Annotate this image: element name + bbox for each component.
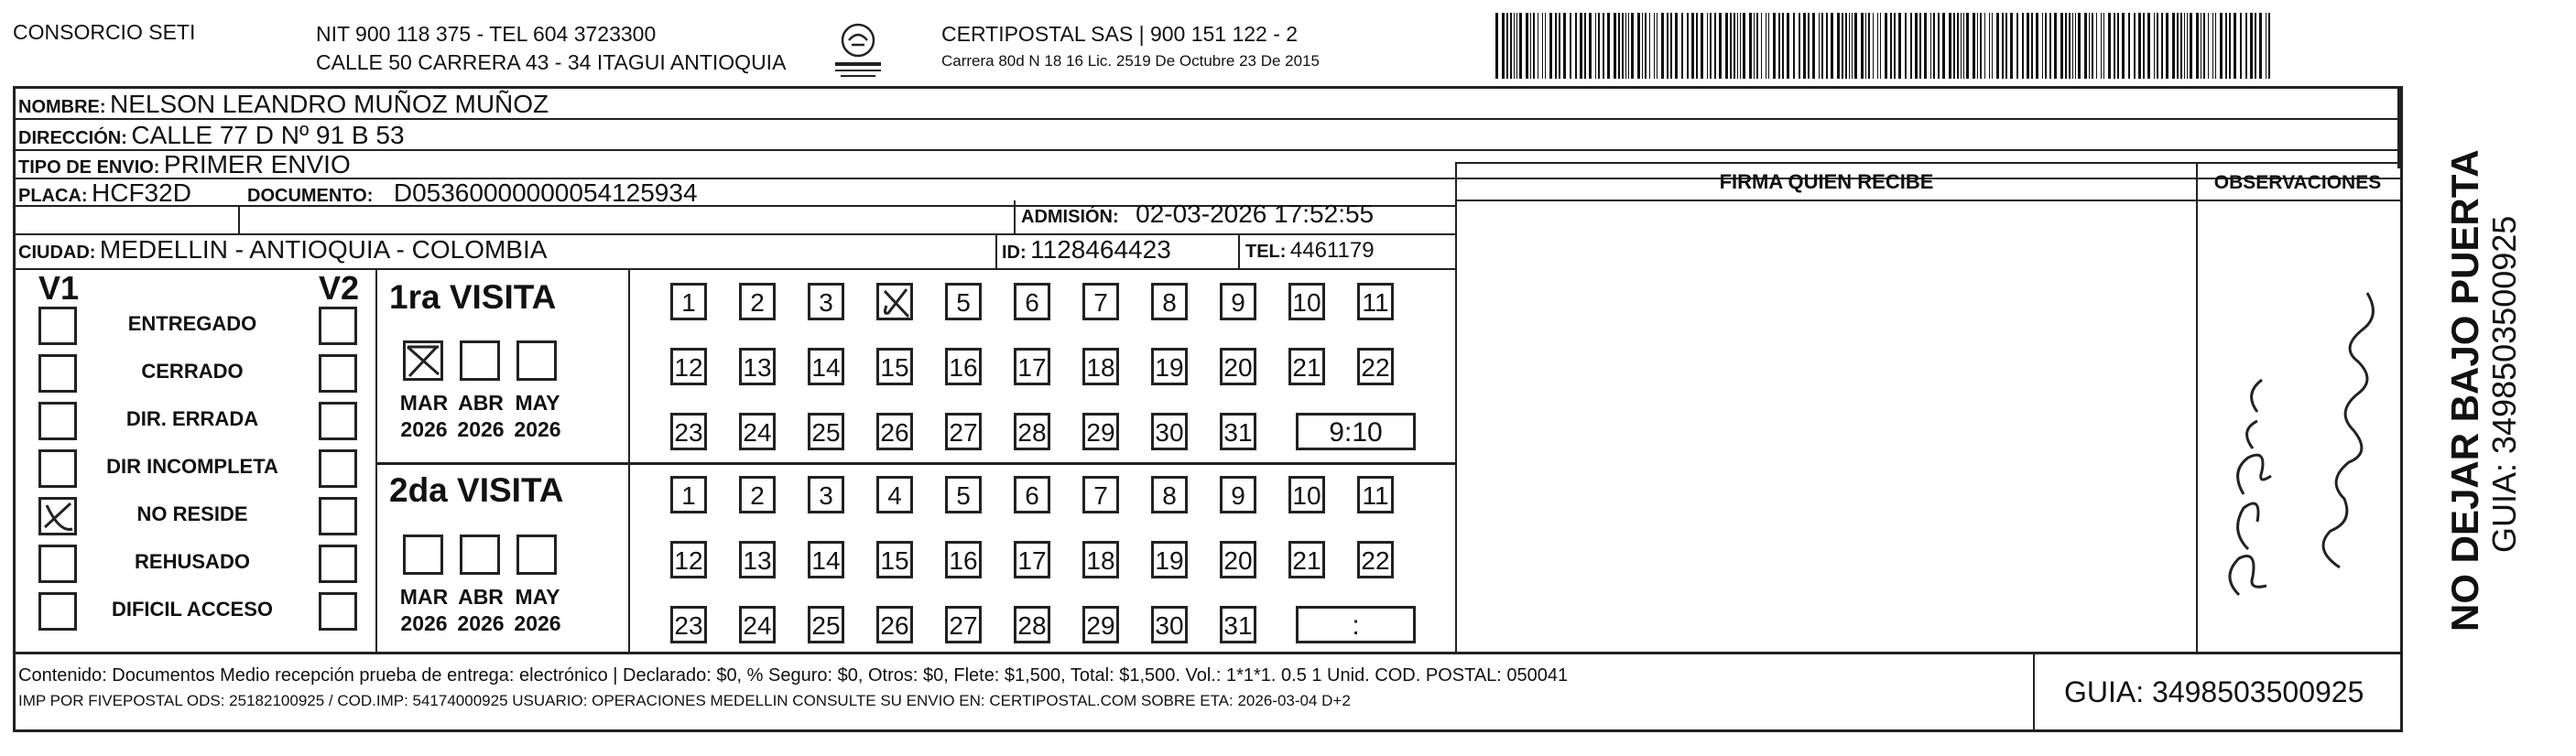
month-name: MAR bbox=[399, 585, 449, 609]
day-box[interactable]: 23 bbox=[670, 413, 707, 450]
day-box[interactable]: 29 bbox=[1082, 606, 1119, 643]
nombre-value: NELSON LEANDRO MUÑOZ MUÑOZ bbox=[110, 90, 549, 118]
day-box[interactable]: 4 bbox=[876, 476, 913, 513]
day-box[interactable]: 27 bbox=[945, 606, 982, 643]
month-year: 2026 bbox=[457, 417, 505, 441]
day-box[interactable]: 12 bbox=[670, 348, 707, 385]
guia-vertical: GUIA: 3498503500925 bbox=[2485, 215, 2523, 553]
v2-checkbox[interactable] bbox=[319, 497, 357, 535]
day-box[interactable]: 1 bbox=[670, 476, 707, 513]
documento-value: D05360000000054125934 bbox=[393, 178, 698, 207]
status-label: NO RESIDE bbox=[136, 502, 248, 525]
day-box[interactable]: 19 bbox=[1151, 541, 1188, 578]
month-checkbox[interactable] bbox=[516, 340, 557, 381]
day-box[interactable]: 9 bbox=[1220, 476, 1256, 513]
day-box[interactable]: 22 bbox=[1357, 348, 1394, 385]
admision-value: 02-03-2026 17:52:55 bbox=[1136, 200, 1375, 228]
day-box[interactable]: 13 bbox=[739, 348, 776, 385]
day-box[interactable]: 28 bbox=[1014, 413, 1050, 450]
tel-label: TEL: bbox=[1245, 242, 1287, 262]
day-box[interactable]: 8 bbox=[1151, 283, 1188, 320]
v2-checkbox[interactable] bbox=[319, 592, 357, 631]
month-checkbox[interactable] bbox=[460, 340, 500, 381]
v2-checkbox[interactable] bbox=[319, 307, 357, 345]
admision-label: ADMISIÓN: bbox=[1021, 207, 1119, 227]
guia-number: GUIA: 3498503500925 bbox=[2064, 675, 2364, 708]
observation-handwriting-icon bbox=[2202, 275, 2395, 622]
month-label bbox=[392, 390, 456, 443]
placa-label: PLACA: bbox=[18, 186, 88, 206]
day-box[interactable]: 18 bbox=[1082, 541, 1119, 578]
status-label: CERRADO bbox=[141, 360, 244, 383]
day-box[interactable]: 27 bbox=[945, 413, 982, 450]
tipo-row bbox=[18, 150, 351, 179]
day-box[interactable]: 22 bbox=[1357, 541, 1394, 578]
day-box[interactable]: 17 bbox=[1014, 541, 1050, 578]
signature-area[interactable] bbox=[1458, 203, 2194, 650]
no-dejar-warning: NO DEJAR BAJO PUERTA bbox=[2443, 149, 2486, 632]
certipostal-logo-icon bbox=[831, 20, 885, 81]
status-label: DIFICIL ACCESO bbox=[111, 598, 273, 621]
day-box[interactable]: 31 bbox=[1220, 413, 1256, 450]
status-label: DIR INCOMPLETA bbox=[106, 455, 278, 478]
day-box[interactable]: 3 bbox=[808, 476, 844, 513]
month-name: MAY bbox=[515, 391, 560, 415]
day-box[interactable]: 11 bbox=[1357, 283, 1394, 320]
month-label bbox=[505, 584, 570, 637]
ciudad-value: MEDELLIN - ANTIOQUIA - COLOMBIA bbox=[99, 235, 548, 264]
day-box[interactable]: 25 bbox=[808, 413, 844, 450]
content-details: Contenido: Documentos Medio recepción prueba de entrega: electrónico | Declarado: $0, % Seguro: $0, Otros: $0, Flete: $1,500, Total: $1,500. Vol.: 1*1*1. 0.5 1 Unid. COD. POSTAL: 050041 bbox=[18, 665, 1569, 686]
month-year: 2026 bbox=[400, 417, 448, 441]
company-contact bbox=[316, 20, 786, 77]
day-box[interactable]: 2 bbox=[739, 283, 776, 320]
day-box[interactable]: 14 bbox=[808, 541, 844, 578]
month-checkbox[interactable] bbox=[403, 535, 443, 575]
documento-label: DOCUMENTO: bbox=[247, 186, 374, 206]
month-label bbox=[449, 584, 513, 637]
nombre-label: NOMBRE: bbox=[18, 97, 106, 117]
status-label: REHUSADO bbox=[135, 550, 250, 573]
day-box[interactable]: 16 bbox=[945, 348, 982, 385]
day-box[interactable]: 7 bbox=[1082, 476, 1119, 513]
day-box[interactable]: 7 bbox=[1082, 283, 1119, 320]
id-label: ID: bbox=[1002, 243, 1027, 263]
placa-value: HCF32D bbox=[92, 178, 191, 207]
day-box[interactable]: 9 bbox=[1220, 283, 1256, 320]
admision-cell bbox=[1021, 200, 1374, 229]
day-box[interactable]: 20 bbox=[1220, 541, 1256, 578]
v2-checkbox[interactable] bbox=[319, 354, 357, 393]
tipo-value: PRIMER ENVIO bbox=[163, 150, 351, 178]
day-box[interactable]: 6 bbox=[1014, 476, 1050, 513]
day-box[interactable]: 21 bbox=[1288, 348, 1325, 385]
month-name: MAY bbox=[515, 585, 560, 609]
day-box[interactable]: 1 bbox=[670, 283, 707, 320]
month-year: 2026 bbox=[400, 611, 448, 635]
day-box[interactable]: 26 bbox=[876, 606, 913, 643]
day-box[interactable]: 24 bbox=[739, 606, 776, 643]
day-box[interactable]: 6 bbox=[1014, 283, 1050, 320]
barcode-icon bbox=[1495, 13, 2273, 79]
nombre-row bbox=[18, 90, 549, 119]
day-box[interactable]: 26 bbox=[876, 413, 913, 450]
day-box[interactable]: 5 bbox=[945, 476, 982, 513]
placa-cell bbox=[18, 178, 191, 208]
day-box[interactable]: 23 bbox=[670, 606, 707, 643]
day-box[interactable]: 16 bbox=[945, 541, 982, 578]
month-year: 2026 bbox=[457, 611, 505, 635]
month-name: ABR bbox=[458, 391, 504, 415]
day-box[interactable]: 31 bbox=[1220, 606, 1256, 643]
day-box[interactable]: 20 bbox=[1220, 348, 1256, 385]
day-box[interactable]: 8 bbox=[1151, 476, 1188, 513]
id-value: 1128464423 bbox=[1030, 235, 1171, 264]
second-visit-label: 2da VISITA bbox=[389, 471, 564, 509]
day-box[interactable]: 10 bbox=[1288, 476, 1325, 513]
direccion-label: DIRECCIÓN: bbox=[18, 128, 127, 148]
direccion-row bbox=[18, 121, 405, 150]
day-box[interactable]: 21 bbox=[1288, 541, 1325, 578]
month-checkbox[interactable] bbox=[460, 535, 500, 575]
day-box[interactable]: 2 bbox=[739, 476, 776, 513]
status-label: ENTREGADO bbox=[127, 312, 257, 335]
day-box[interactable]: 3 bbox=[808, 283, 844, 320]
month-checkbox[interactable] bbox=[516, 535, 557, 575]
v2-label: V2 bbox=[319, 269, 360, 307]
status-label: DIR. ERRADA bbox=[125, 407, 259, 430]
day-box[interactable]: 11 bbox=[1357, 476, 1394, 513]
nit-line: NIT 900 118 375 - TEL 604 3723300 bbox=[316, 22, 657, 46]
id-cell bbox=[1002, 235, 1171, 265]
firma-header: FIRMA QUIEN RECIBE bbox=[1719, 170, 1934, 193]
day-box[interactable]: 14 bbox=[808, 348, 844, 385]
day-box[interactable]: 15 bbox=[876, 541, 913, 578]
tel-value: 4461179 bbox=[1289, 238, 1375, 263]
day-box[interactable]: 15 bbox=[876, 348, 913, 385]
ciudad-label: CIUDAD: bbox=[18, 243, 96, 263]
carrier-license: Carrera 80d N 18 16 Lic. 2519 De Octubre 23 De 2015 bbox=[941, 52, 1320, 70]
day-box[interactable]: 18 bbox=[1082, 348, 1119, 385]
day-box[interactable]: 25 bbox=[808, 606, 844, 643]
month-label bbox=[449, 390, 513, 443]
print-details: IMP POR FIVEPOSTAL ODS: 25182100925 / COD.IMP: 54174000925 USUARIO: OPERACIONES MEDELLIN CONSULTE SU ENVIO EN: CERTIPOSTAL.COM SOBRE ETA: 2026-03-04 D+2 bbox=[18, 692, 1351, 709]
v2-checkbox[interactable] bbox=[319, 545, 357, 583]
company-name: CONSORCIO SETI bbox=[13, 20, 196, 44]
documento-cell bbox=[247, 178, 698, 208]
ciudad-cell bbox=[18, 235, 547, 265]
tipo-label: TIPO DE ENVIO: bbox=[18, 157, 160, 178]
month-name: ABR bbox=[458, 585, 504, 609]
day-box[interactable]: 17 bbox=[1014, 348, 1050, 385]
day-box[interactable]: 10 bbox=[1288, 283, 1325, 320]
day-box[interactable]: 30 bbox=[1151, 606, 1188, 643]
time-box[interactable]: 9:10 bbox=[1296, 413, 1416, 450]
first-visit-label: 1ra VISITA bbox=[389, 278, 557, 316]
day-box[interactable]: 30 bbox=[1151, 413, 1188, 450]
day-box[interactable]: 24 bbox=[739, 413, 776, 450]
month-name: MAR bbox=[399, 391, 449, 415]
tel-cell bbox=[1245, 238, 1375, 264]
day-box[interactable]: 12 bbox=[670, 541, 707, 578]
day-box[interactable] bbox=[876, 283, 913, 320]
v1-label: V1 bbox=[38, 269, 80, 307]
day-box[interactable]: 19 bbox=[1151, 348, 1188, 385]
day-box[interactable]: 28 bbox=[1014, 606, 1050, 643]
day-box[interactable]: 5 bbox=[945, 283, 982, 320]
day-box[interactable]: 13 bbox=[739, 541, 776, 578]
month-label bbox=[392, 584, 456, 637]
month-label bbox=[505, 390, 570, 443]
month-checkbox[interactable] bbox=[403, 340, 443, 381]
observaciones-header: OBSERVACIONES bbox=[2213, 172, 2382, 193]
direccion-value: CALLE 77 D Nº 91 B 53 bbox=[131, 121, 405, 149]
v2-checkbox[interactable] bbox=[319, 402, 357, 440]
address-line: CALLE 50 CARRERA 43 - 34 ITAGUI ANTIOQUIA bbox=[316, 50, 787, 74]
carrier-name: CERTIPOSTAL SAS | 900 151 122 - 2 bbox=[941, 22, 1299, 46]
v2-checkbox[interactable] bbox=[319, 449, 357, 488]
month-year: 2026 bbox=[514, 417, 561, 441]
month-year: 2026 bbox=[514, 611, 561, 635]
time-box[interactable]: : bbox=[1296, 606, 1416, 643]
day-box[interactable]: 29 bbox=[1082, 413, 1119, 450]
